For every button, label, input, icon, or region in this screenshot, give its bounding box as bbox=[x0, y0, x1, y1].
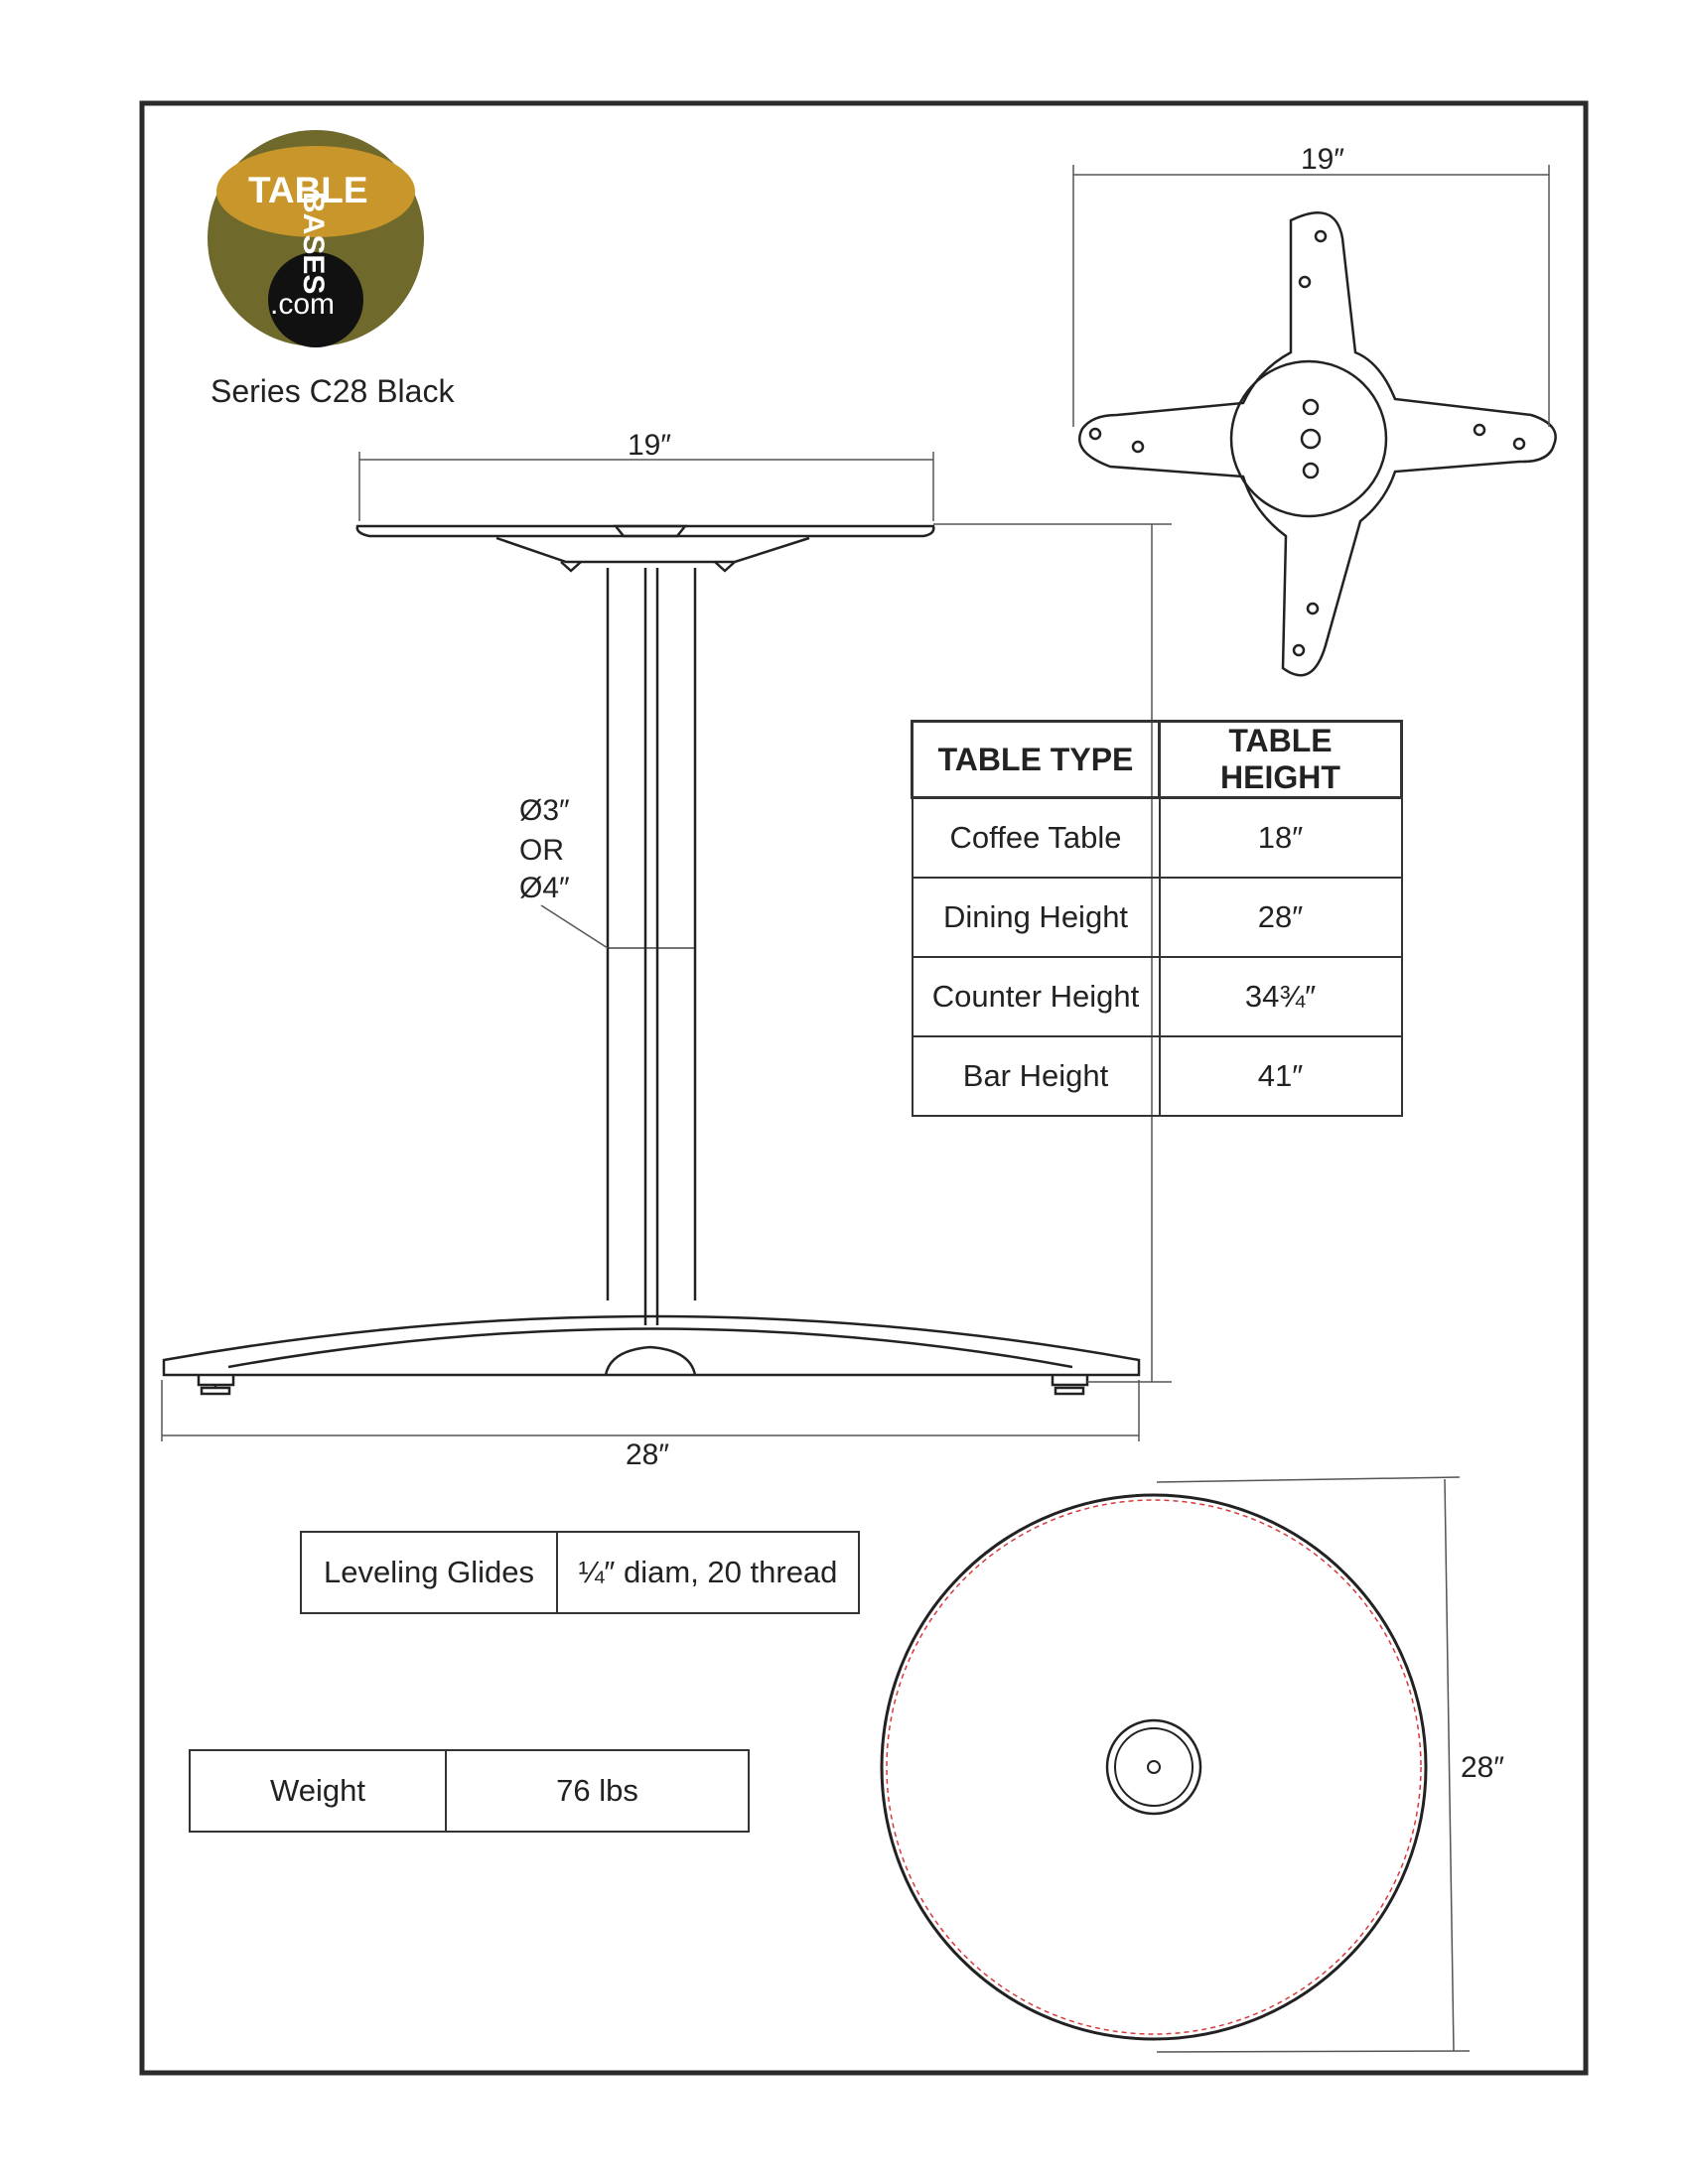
header-table-type: TABLE TYPE bbox=[913, 722, 1160, 798]
column-diameter-4: Ø4″ bbox=[519, 872, 570, 904]
side-top-width-label: 19″ bbox=[628, 429, 671, 462]
table-height-cell: 28″ bbox=[1160, 878, 1402, 957]
table-row bbox=[913, 798, 1402, 879]
top-view-width-label: 19″ bbox=[1301, 143, 1344, 176]
table-height-cell: 18″ bbox=[1160, 798, 1402, 879]
table-type-cell: Counter Height bbox=[913, 957, 1160, 1036]
leveling-glides-label: Leveling Glides bbox=[301, 1532, 557, 1613]
table-row bbox=[913, 957, 1402, 1036]
table-height-cell: 34¾″ bbox=[1160, 957, 1402, 1036]
table-row bbox=[913, 1036, 1402, 1116]
leveling-glides-value: ¼″ diam, 20 thread bbox=[557, 1532, 859, 1613]
weight-table bbox=[189, 1749, 750, 1833]
top-view-dimension bbox=[1073, 165, 1549, 427]
series-label: Series C28 Black bbox=[211, 373, 455, 409]
table-height-cell: 41″ bbox=[1160, 1036, 1402, 1116]
round-base-view bbox=[882, 1495, 1426, 2039]
table-type-cell: Coffee Table bbox=[913, 798, 1160, 879]
table-type-cell: Dining Height bbox=[913, 878, 1160, 957]
round-base-diameter-label: 28″ bbox=[1461, 1751, 1504, 1784]
height-table bbox=[911, 720, 1403, 1117]
spider-plate-top-view bbox=[1079, 212, 1555, 675]
header-table-height: TABLE HEIGHT bbox=[1160, 722, 1402, 798]
logo-word-com: .com bbox=[270, 288, 336, 321]
column-diameter-or: OR bbox=[519, 834, 564, 867]
leveling-glides-table bbox=[300, 1531, 860, 1614]
round-base-dimension bbox=[1157, 1477, 1470, 2052]
weight-label: Weight bbox=[190, 1750, 446, 1832]
logo-word-table: TABLE bbox=[248, 170, 368, 210]
logo-word-bases: BASES bbox=[297, 192, 330, 295]
table-type-cell: Bar Height bbox=[913, 1036, 1160, 1116]
table-header-row bbox=[913, 722, 1402, 798]
weight-value: 76 lbs bbox=[446, 1750, 749, 1832]
tablebases-logo bbox=[208, 130, 424, 347]
table-row bbox=[913, 878, 1402, 957]
base-width-label: 28″ bbox=[626, 1438, 669, 1471]
column-diameter-3: Ø3″ bbox=[519, 794, 570, 827]
